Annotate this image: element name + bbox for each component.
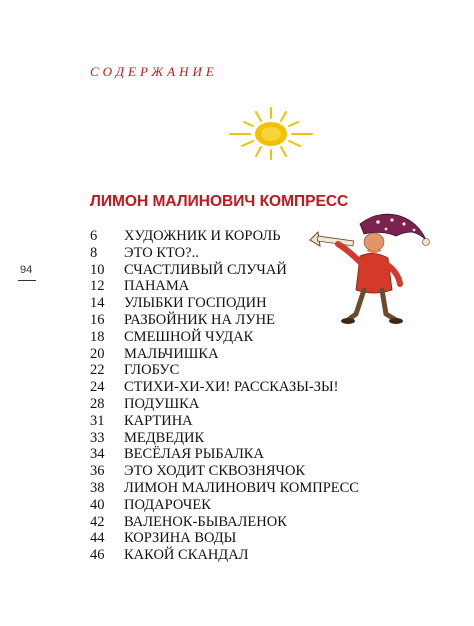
toc-page-number: 40 — [90, 496, 105, 513]
toc-entry — [90, 463, 359, 480]
toc-entry-title: КОРЗИНА ВОДЫ — [124, 530, 237, 547]
toc-entry-title: ЭТО ХОДИТ СКВОЗНЯЧОК — [124, 463, 306, 480]
toc-page-number: 38 — [90, 479, 105, 496]
section-title: ЛИМОН МАЛИНОВИЧ КОМПРЕСС — [90, 193, 349, 210]
toc-entry — [90, 430, 359, 447]
toc-entry — [90, 346, 359, 363]
toc-entry-title: КАРТИНА — [124, 412, 193, 429]
toc-entry — [90, 530, 359, 547]
contents-heading: СОДЕРЖАНИЕ — [90, 64, 218, 79]
toc-entry — [90, 514, 359, 531]
toc-page-number: 36 — [90, 463, 105, 480]
toc-entry-title: СТИХИ-ХИ-ХИ! РАССКАЗЫ-ЗЫ! — [124, 379, 339, 396]
toc-page-number: 14 — [90, 295, 105, 312]
toc-entry-title: СЧАСТЛИВЫЙ СЛУЧАЙ — [124, 261, 287, 278]
toc-entry-title: ГЛОБУС — [124, 362, 180, 379]
trumpet-icon — [310, 232, 354, 246]
page-number: 94 — [20, 264, 33, 276]
toc-entry — [90, 329, 359, 346]
toc-page-number: 24 — [90, 379, 105, 396]
toc-entry — [90, 379, 359, 396]
toc-page-number: 12 — [90, 278, 105, 295]
toc-entry-title: ПОДАРОЧЕК — [124, 496, 211, 513]
toc-entry-title: СМЕШНОЙ ЧУДАК — [124, 328, 254, 345]
toc-entry-title: КАКОЙ СКАНДАЛ — [124, 547, 249, 564]
toc-entry-title: МАЛЬЧИШКА — [124, 345, 219, 362]
toc-entry-title: ЛИМОН МАЛИНОВИЧ КОМПРЕСС — [124, 479, 359, 496]
toc-entry-title: ВАЛЕНОК-БЫВАЛЕНОК — [124, 513, 287, 530]
trumpeter-gnome-illustration — [308, 210, 434, 328]
toc-page-number: 31 — [90, 412, 105, 429]
toc-page-number: 33 — [90, 429, 105, 446]
toc-page-number: 22 — [90, 362, 105, 379]
toc-entry-title: УЛЫБКИ ГОСПОДИН — [124, 295, 267, 312]
toc-entry — [90, 413, 359, 430]
page-number-rule — [18, 280, 36, 281]
toc-entry-title: РАЗБОЙНИК НА ЛУНЕ — [124, 311, 275, 328]
toc-entry — [90, 446, 359, 463]
toc-page-number: 34 — [90, 446, 105, 463]
toc-page-number: 16 — [90, 311, 105, 328]
sun-icon — [226, 104, 316, 162]
toc-page-number: 28 — [90, 395, 105, 412]
toc-page-number: 10 — [90, 261, 105, 278]
toc-entry — [90, 396, 359, 413]
toc-entry-title: МЕДВЕДИК — [124, 429, 205, 446]
toc-entry-title: ЭТО КТО?.. — [124, 244, 199, 261]
toc-entry-title: ХУДОЖНИК И КОРОЛЬ — [124, 228, 281, 244]
toc-page-number: 6 — [90, 228, 98, 244]
toc-page-number: 20 — [90, 345, 105, 362]
toc-entry-title: ПАНАМА — [124, 278, 190, 295]
toc-entry — [90, 547, 359, 564]
toc-page-number: 42 — [90, 513, 105, 530]
toc-page-number: 18 — [90, 328, 105, 345]
toc-page-number: 46 — [90, 547, 105, 564]
toc-entry — [90, 497, 359, 514]
toc-entry — [90, 362, 359, 379]
toc-entry — [90, 480, 359, 497]
toc-entry-title: ПОДУШКА — [124, 395, 200, 412]
toc-page-number: 44 — [90, 530, 105, 547]
toc-entry-title: ВЕСЁЛАЯ РЫБАЛКА — [124, 446, 264, 463]
toc-page-number: 8 — [90, 244, 98, 261]
